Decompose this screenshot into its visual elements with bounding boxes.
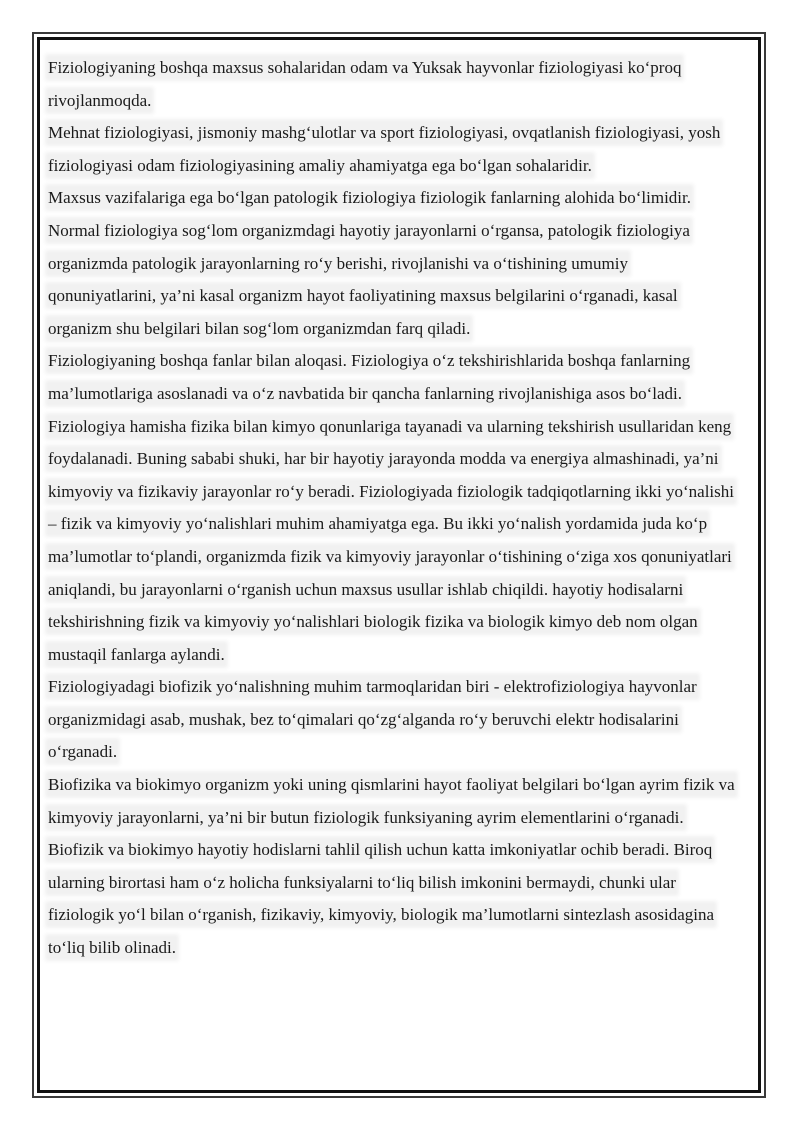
paragraph: [48, 411, 738, 672]
paragraph-text: Fiziologiyaning boshqa maxsus sohalaridan odam va Yuksak hayvonlar fiziologiyasi ko‘proq rivojlanmoqda.: [48, 58, 682, 110]
paragraph-text: Fiziologiyadagi biofizik yo‘nalishning muhim tarmoqlaridan biri - elektrofiziologiya hayvonlar organizmidagi asab, mushak, bez to‘qimalari qo‘zg‘alganda ro‘y beruvchi elektr hodisalarini o‘rganadi.: [48, 677, 697, 762]
paragraph-text: Maxsus vazifalariga ega bo‘lgan patologik fiziologiya fiziologik fanlarning alohida bo‘limidir. Normal fiziologiya sog‘lom organizmdagi hayotiy jarayonlarni o‘rgansa, patologik fiziologiya organizmda patologik jarayonlarning ro‘y berishi, rivojlanishi va o‘tishining umumiy qonuniyatlarini, ya’ni kasal organizm hayot faoliyatining maxsus belgilarini o‘rganadi, kasal organizm shu belgilari bilan sog‘lom organizmdan farq qiladi.: [48, 188, 691, 338]
paragraph: [48, 117, 738, 182]
paragraph-text: Biofizika va biokimyo organizm yoki uning qismlarini hayot faoliyat belgilari bo‘lgan ayrim fizik va kimyoviy jarayonlarni, ya’ni bir butun fiziologik funksiyaning ayrim elementlarini o‘rganadi. Biofizik va biokimyo hayotiy hodislarni tahlil qilish uchun katta imkoniyatlar ochib beradi. Biroq ularning birortasi ham o‘z holicha funksiyalarni to‘liq bilish imkonini bermaydi, chunki ular fiziologik yo‘l bilan o‘rganish, fizikaviy, kimyoviy, biologik ma’lumotlarni sintezlash asosidagina to‘liq bilib olinadi.: [48, 775, 735, 958]
paragraph: [48, 182, 738, 345]
paragraph: [48, 52, 738, 117]
paragraph-text: Mehnat fiziologiyasi, jismoniy mashg‘ulotlar va sport fiziologiyasi, ovqatlanish fiziologiyasi, yosh fiziologiyasi odam fiziologiyasining amaliy ahamiyatga ega bo‘lgan sohalaridir.: [48, 123, 721, 175]
paragraph: [48, 769, 738, 965]
paragraph: [48, 345, 738, 410]
paragraph-text: Fiziologiyaning boshqa fanlar bilan aloqasi. Fiziologiya o‘z tekshirishlarida boshqa fanlarning ma’lumotlariga asoslanadi va o‘z navbatida bir qancha fanlarning rivojlanishiga asos bo‘ladi.: [48, 351, 691, 403]
document-body: [48, 52, 738, 965]
paragraph-text: Fiziologiya hamisha fizika bilan kimyo qonunlariga tayanadi va ularning tekshirish usullaridan keng foydalanadi. Buning sababi shuki, har bir hayotiy jarayonda modda va energiya almashinadi, ya’ni kimyoviy va fizikaviy jarayonlar ro‘y beradi. Fiziologiyada fiziologik tadqiqotlarning ikki yo‘nalishi – fizik va kimyoviy yo‘nalishlari muhim ahamiyatga ega. Bu ikki yo‘nalish yordamida juda ko‘p ma’lumotlar to‘plandi, organizmda fizik va kimyoviy jarayonlar o‘tishining o‘ziga xos qonuniyatlari aniqlandi, bu jarayonlarni o‘rganish uchun maxsus usullar ishlab chiqildi. hayotiy hodisalarni tekshirishning fizik va kimyoviy yo‘nalishlari biologik fizika va biologik kimyo deb nom olgan mustaqil fanlarga aylandi.: [48, 416, 734, 664]
paragraph: [48, 671, 738, 769]
